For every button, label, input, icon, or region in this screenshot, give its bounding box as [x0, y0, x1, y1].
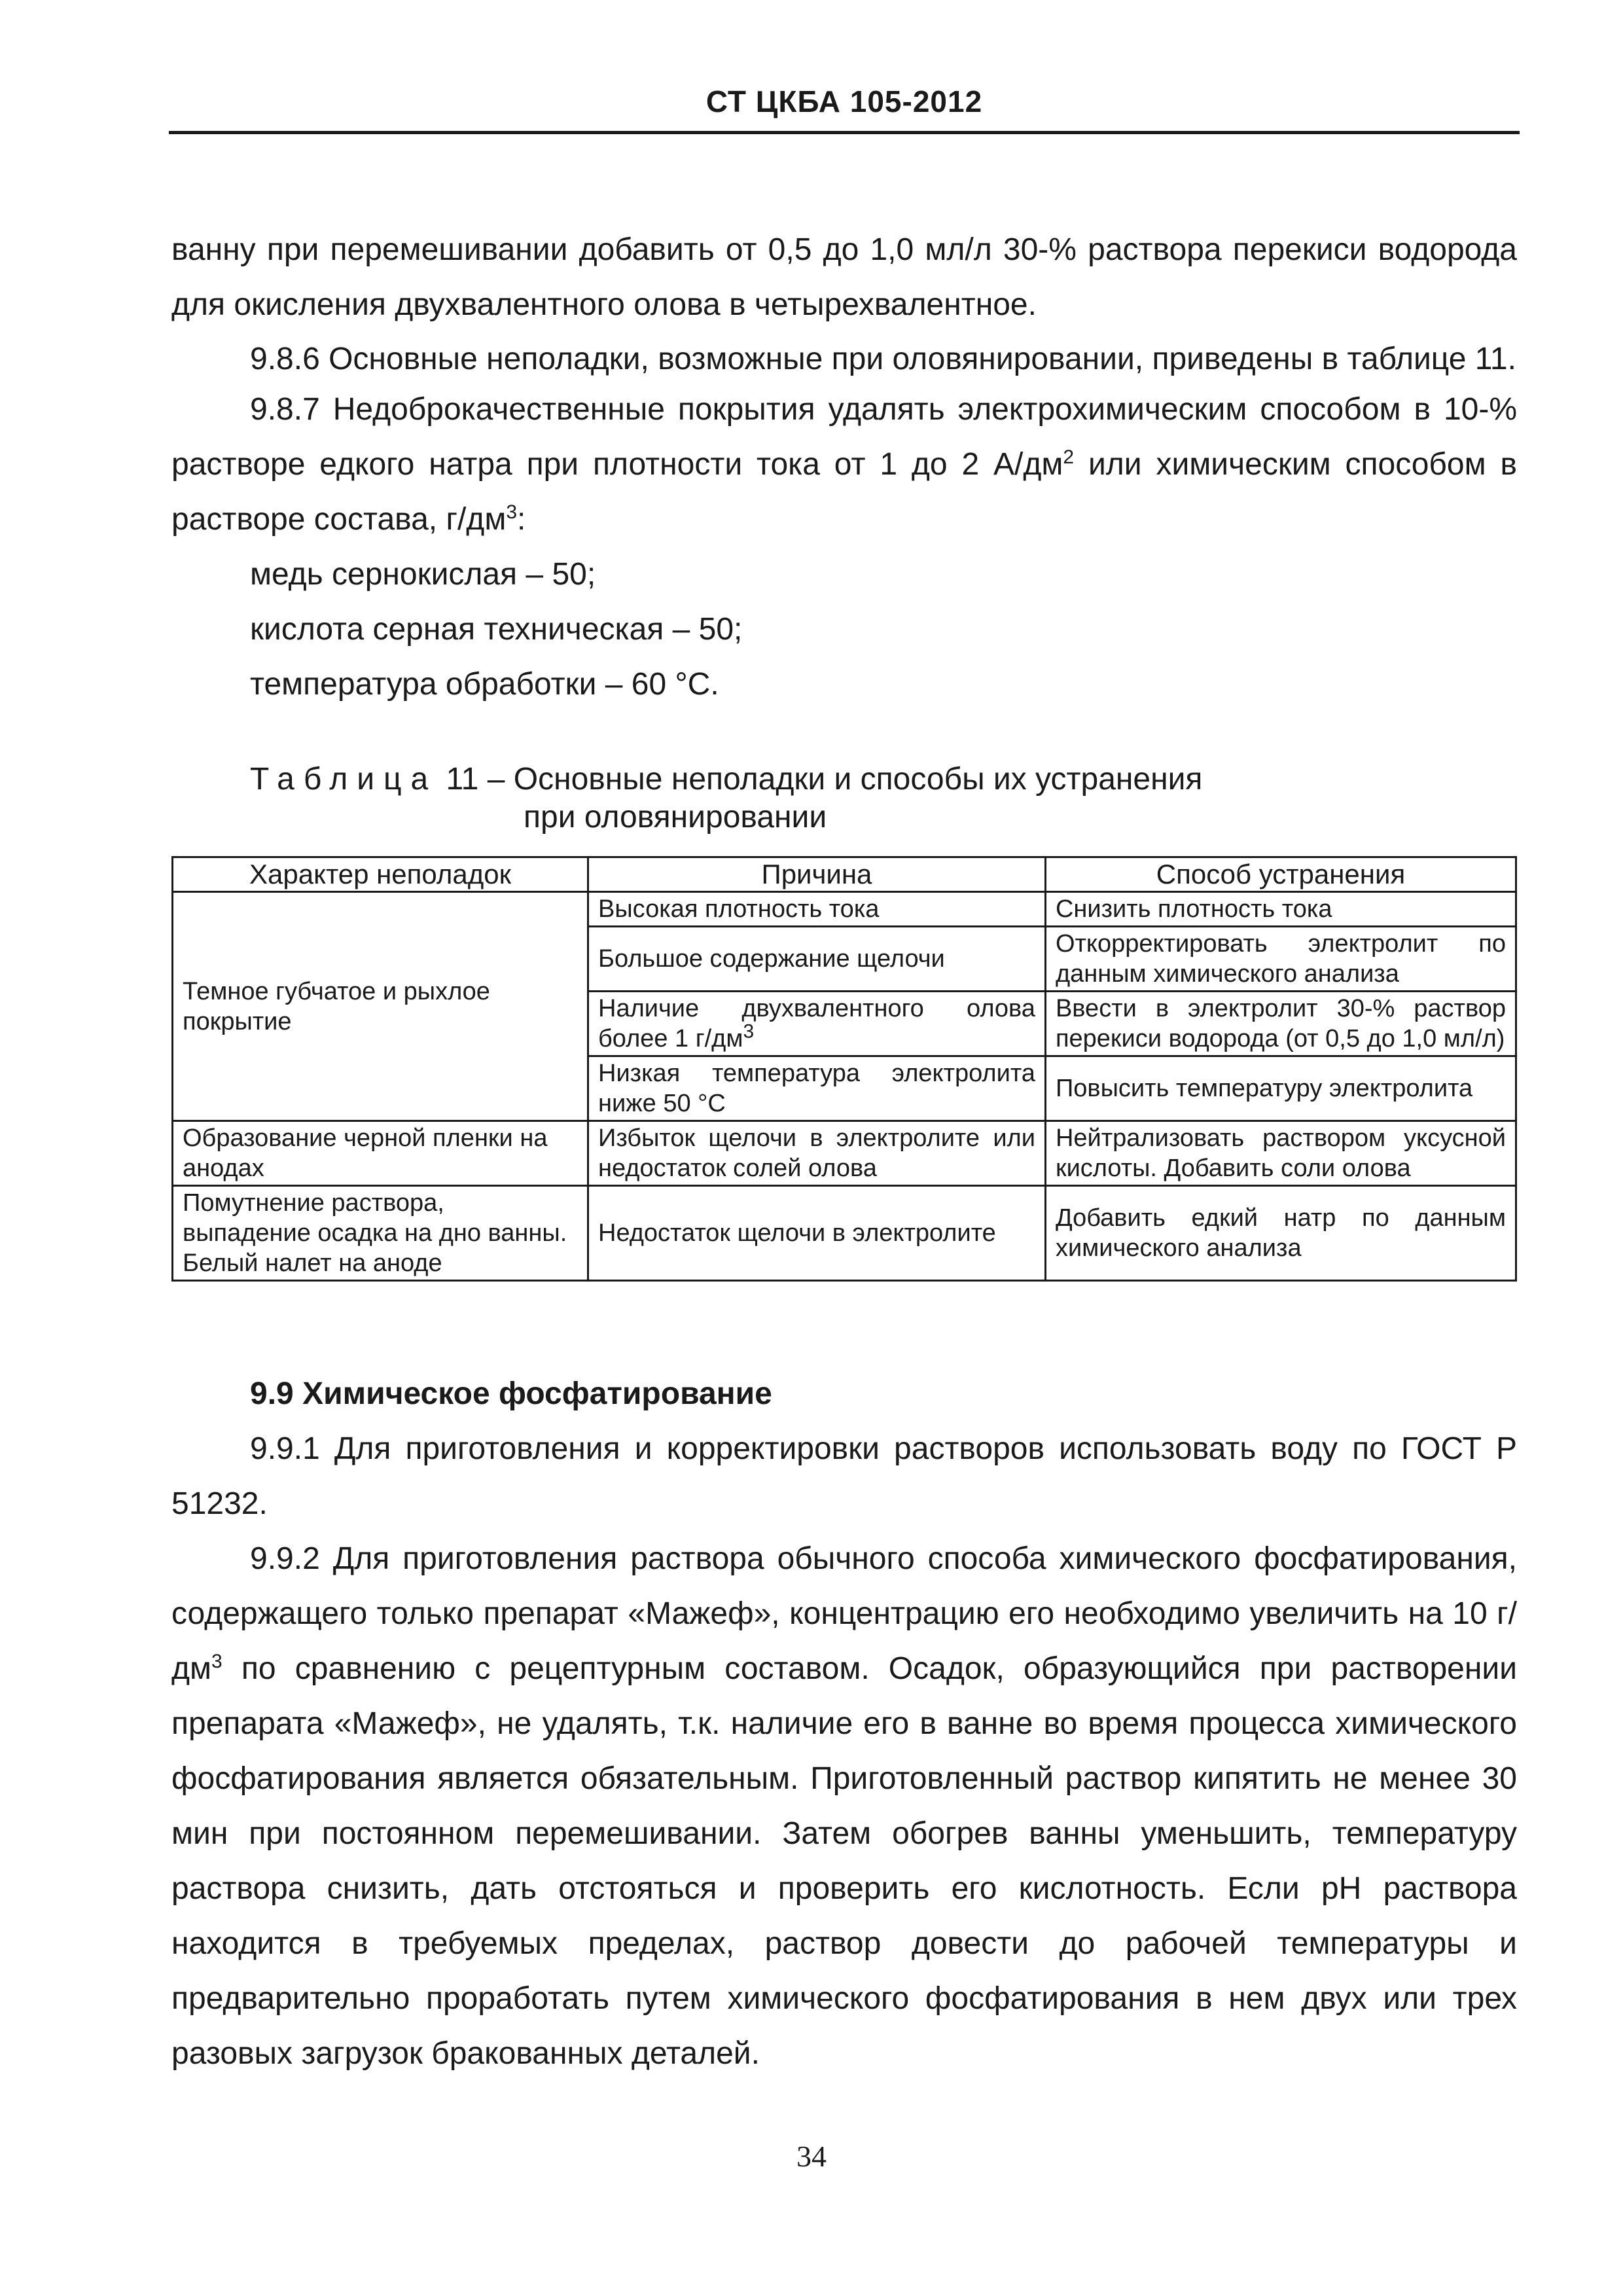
paragraph-9-8-7-part3: : [517, 502, 526, 537]
page-number: 34 [796, 2140, 827, 2173]
defect-cell: Образование черной пленки на анодах [173, 1121, 588, 1186]
table-caption-title: 11 – Основные неполадки и способы их устранения [437, 762, 1203, 797]
cause-text: Наличие двухвалентного олова более 1 г/дм [598, 995, 1035, 1052]
composition-item: температура обработки – 60 °С. [250, 667, 719, 702]
header-cause: Причина [588, 857, 1046, 892]
defect-cell: Темное губчатое и рыхлое покрытие [173, 892, 588, 1121]
remedy-cell: Снизить плотность тока [1045, 892, 1516, 927]
paragraph-9-9-2-part1: 9.9.2 Для приготовления раствора обычного способа химического фосфатирования, содержащего только препарат «Мажеф», концентрацию его необходимо увеличить на 10 г/дм [171, 1541, 1517, 1686]
remedy-cell: Ввести в электролит 30-% раствор перекиси водорода (от 0,5 до 1,0 мл/л) [1045, 992, 1516, 1056]
section-heading: 9.9 Химическое фосфатирование [250, 1376, 772, 1411]
table-row [173, 1121, 1516, 1186]
cause-cell [588, 992, 1046, 1056]
superscript-3: 3 [211, 1651, 223, 1672]
defects-table [171, 856, 1517, 1282]
paragraph-9-8-7-part2: или химическим способом в растворе состава, г/дм [171, 447, 1517, 537]
composition-item: медь сернокислая – 50; [250, 557, 596, 592]
header-rule [169, 131, 1520, 134]
cause-cell: Высокая плотность тока [588, 892, 1046, 927]
paragraph-continuation: ванну при перемешивании добавить от 0,5 до 1,0 мл/л 30-% раствора перекиси водорода для окисления двухвалентного олова в четырехвалентное. [171, 232, 1517, 322]
superscript-2: 2 [1063, 446, 1075, 468]
cause-superscript: 3 [743, 1020, 755, 1043]
cause-cell: Низкая температура электролита ниже 50 °С [588, 1056, 1046, 1121]
paragraph-9-9-2-part2: по сравнению с рецептурным составом. Осадок, образующийся при растворении препарата «Мажеф», не удалять, т.к. наличие его в ванне во время процесса химического фосфатирования является обязательным. Приготовленный раствор кипятить не менее 30 мин при постоянном перемешивании. Затем обогрев ванны уменьшить, температуру раствора снизить, дать отстояться и проверить его кислотность. Если рН раствора находится в требуемых пределах, раствор довести до рабочей температуры и предварительно проработать путем химического фосфатирования в нем двух или трех разовых загрузок бракованных деталей. [171, 1651, 1517, 2071]
paragraph-9-9-2 [171, 1532, 1517, 2081]
paragraph-9-9-1: 9.9.1 Для приготовления и корректировки растворов использовать воду по ГОСТ Р 51232. [171, 1431, 1517, 1521]
paragraph-9-8-7 [171, 382, 1517, 547]
section-9-9 [171, 1367, 1517, 2081]
table-header-row [173, 857, 1516, 892]
remedy-cell: Откорректировать электролит по данным химического анализа [1045, 927, 1516, 992]
remedy-cell: Нейтрализовать раствором уксусной кислоты. Добавить соли олова [1045, 1121, 1516, 1186]
table-caption-line1 [250, 761, 1493, 798]
header-defect: Характер неполадок [173, 857, 588, 892]
top-text-block [171, 223, 1517, 712]
remedy-cell: Добавить едкий натр по данным химического анализа [1045, 1186, 1516, 1281]
defect-cell: Помутнение раствора, выпадение осадка на дно ванны. Белый налет на аноде [173, 1186, 588, 1281]
table-caption-label: Таблица [250, 762, 438, 797]
composition-item: кислота серная техническая – 50; [250, 612, 743, 647]
table-row [173, 1186, 1516, 1281]
superscript-3: 3 [506, 501, 517, 523]
header-remedy: Способ устранения [1045, 857, 1516, 892]
table-row [173, 892, 1516, 927]
remedy-cell: Повысить температуру электролита [1045, 1056, 1516, 1121]
document-header-title: СТ ЦКБА 105-2012 [705, 84, 983, 118]
cause-cell: Недостаток щелочи в электролите [588, 1186, 1046, 1281]
paragraph-9-8-6: 9.8.6 Основные неполадки, возможные при оловянировании, приведены в таблице 11. [250, 342, 1516, 376]
cause-cell: Большое содержание щелочи [588, 927, 1046, 992]
table-caption-line2: при оловянировании [524, 800, 827, 834]
paragraph-9-8-7-part1: 9.8.7 Недоброкачественные покрытия удалять электрохимическим способом в 10-% растворе едкого натра при плотности тока от 1 до 2 А/дм [171, 392, 1517, 482]
cause-cell: Избыток щелочи в электролите или недостаток солей олова [588, 1121, 1046, 1186]
table-caption [250, 761, 1493, 836]
